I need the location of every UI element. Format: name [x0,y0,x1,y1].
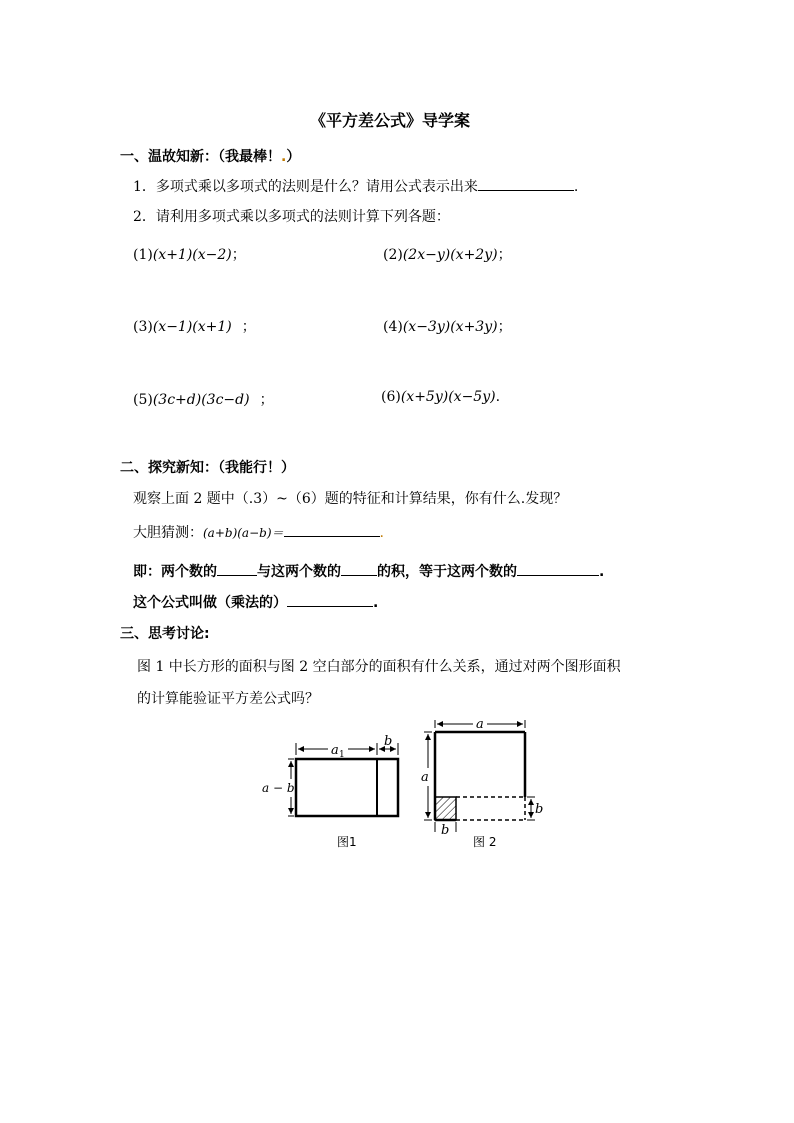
problem-4 [383,316,512,336]
section1-heading-text: 一、温故知新：（我最棒！ [120,149,281,165]
discussion-line-1: 图 1 中长方形的面积与图 2 空白部分的面积有什么关系，通过对两个图形面积 [137,659,621,675]
answer-blank-1[interactable] [478,176,574,191]
page-title: 《平方差公式》导学案 [310,111,471,130]
rule-blank-2[interactable] [341,561,377,576]
section3-heading: 三、思考讨论: [120,626,210,642]
fig1-label-b: b [384,735,393,749]
problem-6-expr: (x+5y)(x−5y) [400,389,496,405]
problem-1 [133,244,246,264]
question-2: 2．请利用多项式乘以多项式的法则计算下列各题： [133,209,450,225]
problem-4-num: (4) [383,319,403,335]
problem-5-expr: (3c+d)(3c−d) [152,392,250,408]
guess-blank[interactable] [284,522,380,537]
rule-text-b: 与这两个数的 [257,564,341,580]
problem-5 [133,389,274,409]
problem-2 [383,244,512,264]
problem-1-end: ； [231,247,246,263]
rule-end: . [599,564,605,580]
problem-5-end: ； [259,392,274,408]
formula-line [133,592,378,612]
rule-blank-3[interactable] [517,561,599,576]
guess-end: . [379,525,384,541]
fig1-caption: 图1 [337,835,357,849]
rule-text-a: 即：两个数的 [133,564,217,580]
problem-3-end: ； [241,319,256,335]
formula-end: . [373,595,379,611]
guess-expr: (a+b)(a−b)＝ [203,526,284,540]
formula-text: 这个公式叫做（乘法的） [133,595,287,611]
section1-heading-close: ） [286,149,301,165]
problem-6 [381,389,500,405]
problem-3 [133,316,256,336]
question-1-text: 1．多项式乘以多项式的法则是什么？请用公式表示出来 [133,179,478,195]
problem-1-expr: (x+1)(x−2) [152,247,232,263]
rule-text-c: 的积，等于这两个数的 [377,564,517,580]
problem-2-expr: (2x−y)(x+2y) [402,247,498,263]
guess-line [133,522,384,542]
problem-2-num: (2) [383,247,403,263]
problem-4-expr: (x−3y)(x+3y) [402,319,498,335]
fig1-rectangle [296,759,398,816]
section2-heading: 二、探究新知：（我能行！） [120,460,295,476]
discussion-line-2: 的计算能验证平方差公式吗？ [137,691,319,707]
fig1-label-a: a [331,743,339,758]
fig2-caption: 图 2 [473,835,497,849]
question-1 [133,176,578,196]
figure-2 [415,712,555,834]
problem-2-end: ； [497,247,512,263]
fig2-label-b-bottom: b [441,823,450,834]
problem-4-end: ； [497,319,512,335]
fig1-label-sub: 1 [339,750,345,760]
guess-label: 大胆猜测： [133,525,203,541]
problem-1-num: (1) [133,247,153,263]
rule-blank-1[interactable] [217,561,257,576]
problem-6-end: . [495,389,501,405]
problem-6-num: (6) [381,389,401,405]
fig2-label-a-left: a [421,770,429,785]
problem-3-expr: (x−1)(x+1) [152,319,232,335]
observe-text: 观察上面 2 题中（.3）~（6）题的特征和计算结果，你有什么.发现？ [133,491,568,507]
rule-line [133,561,604,581]
fig2-hatched-square [435,797,456,820]
fig2-label-b-right: b [535,802,544,817]
formula-blank[interactable] [287,592,373,607]
question-1-end: . [573,179,579,195]
problem-3-num: (3) [133,319,153,335]
problem-5-num: (5) [133,392,153,408]
section1-heading-dot: . [281,149,287,165]
fig1-label-ab: a − b [262,781,295,795]
section1-heading [120,146,300,166]
fig2-label-a-top: a [476,717,484,732]
